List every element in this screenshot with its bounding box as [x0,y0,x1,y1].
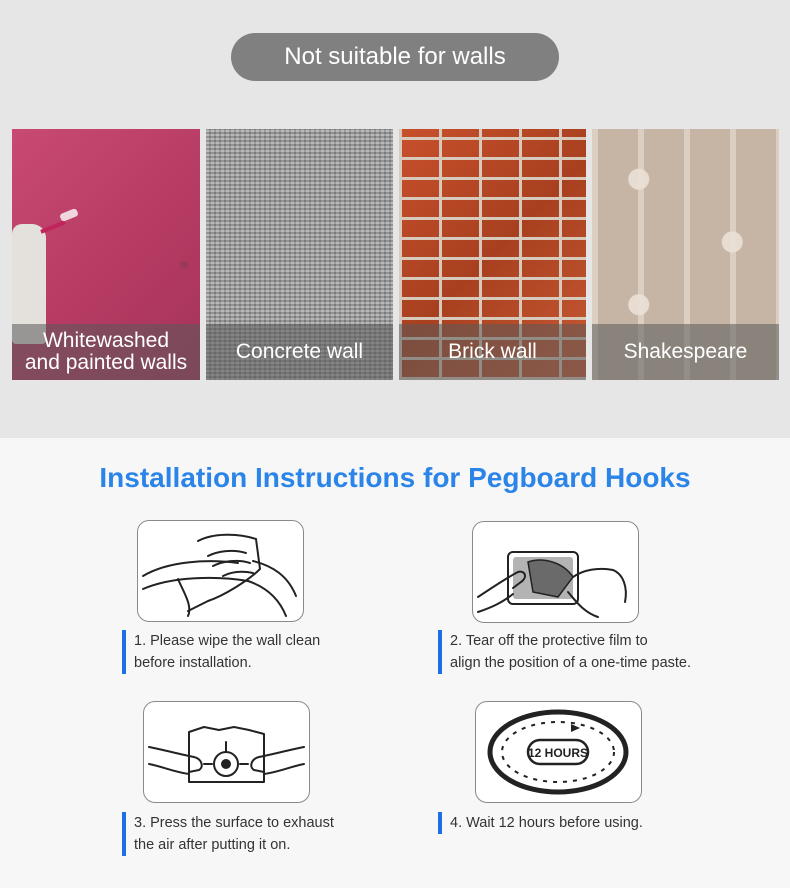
step-2-text [438,630,750,674]
wall-shakespeare-image [592,129,779,380]
step-2-line1: 2. Tear off the protective film to [450,633,648,649]
wall-caption-line2: and painted walls [24,351,188,374]
wall-painted-image [12,129,200,380]
step-1-image [137,520,304,622]
wall-caption [399,324,586,380]
wall-caption [206,324,393,380]
step-4-image [475,701,642,803]
wall-caption [592,324,779,380]
step-1-text [122,630,374,674]
step-3-image [143,701,310,803]
clock-icon [476,702,641,802]
step-3-line1: 3. Press the surface to exhaust [134,815,334,831]
wall-spot [180,261,188,269]
wall-caption-line1: Shakespeare [623,340,748,363]
step-1-line2: before installation. [134,655,252,671]
press-hook-icon [144,702,309,802]
peel-film-icon [473,522,638,622]
wall-caption-line1: Brick wall [448,340,537,363]
step-2-image [472,521,639,623]
step-2-line2: align the position of a one-time paste. [450,655,692,671]
roller-handle [40,220,66,233]
step-4-line1: 4. Wait 12 hours before using. [450,815,643,831]
not-suitable-banner: Not suitable for walls [231,33,559,81]
wall-caption-line1: Whitewashed [42,329,170,352]
step-1-line1: 1. Please wipe the wall clean [134,633,321,649]
wall-caption-line1: Concrete wall [235,340,364,363]
instructions-title: Installation Instructions for Pegboard Hooks [99,462,691,493]
wipe-wall-icon [138,521,303,621]
step-4-text [438,812,750,834]
unsuitable-walls-section [0,0,790,438]
step-3-line2: the air after putting it on. [134,837,291,853]
paint-roller-icon [59,208,79,222]
clock-label: 12 HOURS [527,746,589,760]
wall-brick-image [399,129,586,380]
step-3-text [122,812,374,856]
wall-concrete-image [206,129,393,380]
wall-caption [12,324,200,380]
